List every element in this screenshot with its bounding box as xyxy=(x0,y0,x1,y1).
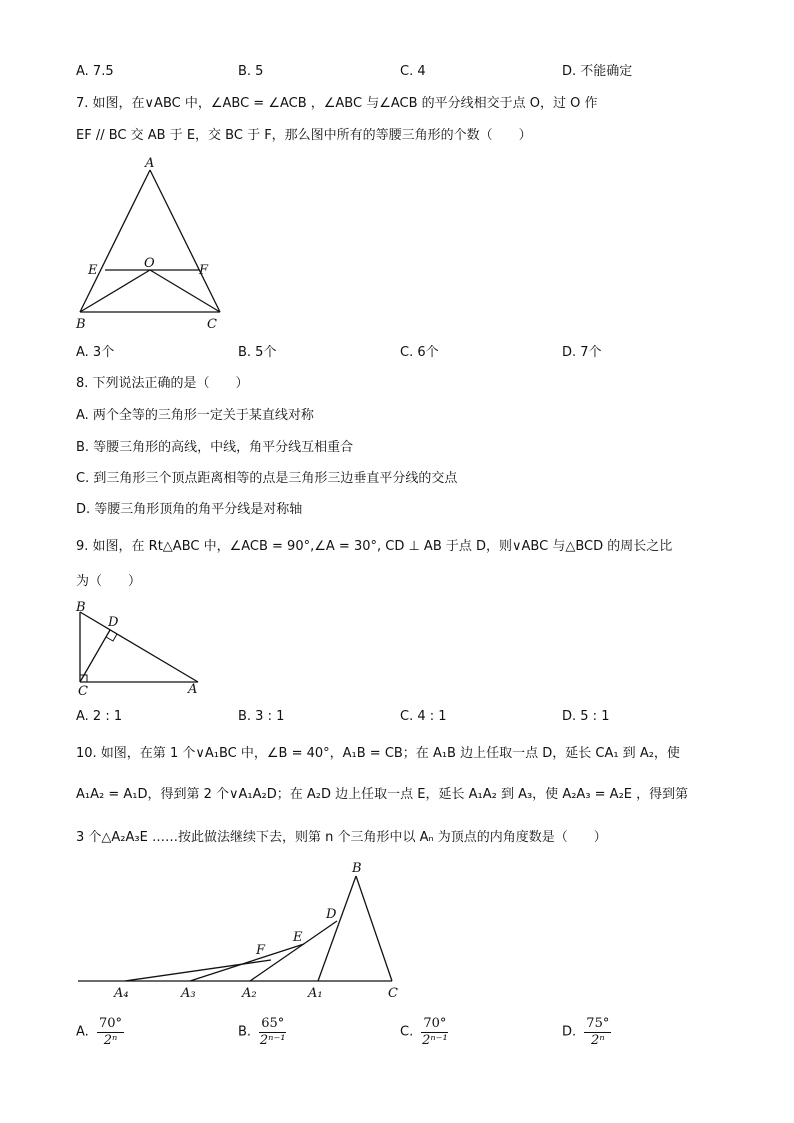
q9-label-d: D xyxy=(108,615,119,630)
q7-label-e: E xyxy=(88,263,98,278)
q10-label-d: D xyxy=(326,907,337,922)
q10-stem-line1: 10. 如图，在第 1 个∨A₁BC 中，∠B = 40°，A₁B = CB；在 A₁B 边上任取一点 D，延长 CA₁ 到 A₂，使 xyxy=(76,746,680,761)
q10-label-a3: A₃ xyxy=(181,986,196,1001)
q7-option-a: A. 3个 xyxy=(76,345,115,360)
q10-option-b xyxy=(238,1016,286,1049)
q9-label-b: B xyxy=(76,600,86,615)
q10-label-b: B xyxy=(352,861,362,876)
q7-option-d: D. 7个 xyxy=(562,345,602,360)
q9-label-a: A xyxy=(188,682,198,697)
q9-option-a: A. 2 : 1 xyxy=(76,709,123,724)
q8-option-c: C. 到三角形三个顶点距离相等的点是三角形三边垂直平分线的交点 xyxy=(76,471,458,486)
q8-stem: 8. 下列说法正确的是（ ） xyxy=(76,376,249,391)
q10-option-d-label: D. xyxy=(562,1024,577,1040)
q10-option-a xyxy=(76,1016,124,1049)
q7-option-c: C. 6个 xyxy=(400,345,439,360)
q10-figure xyxy=(70,858,410,1004)
q7-stem-line2: EF // BC 交 AB 于 E，交 BC 于 F，那么图中所有的等腰三角形的个数（ ） xyxy=(76,128,532,143)
q10-option-a-denominator: 2ⁿ xyxy=(103,1033,118,1048)
q7-label-b: B xyxy=(76,317,86,332)
q7-label-f: F xyxy=(199,263,209,278)
q10-option-b-fraction xyxy=(259,1016,286,1049)
q10-option-c-label: C. xyxy=(400,1024,414,1040)
q9-stem-line1: 9. 如图，在 Rt△ABC 中，∠ACB = 90°,∠A = 30°, CD ⊥ AB 于点 D，则∨ABC 与△BCD 的周长之比 xyxy=(76,539,673,554)
q10-option-b-numerator: 65° xyxy=(261,1016,285,1031)
q10-label-a4: A₄ xyxy=(114,986,129,1001)
q10-option-c-numerator: 70° xyxy=(423,1016,447,1031)
q10-label-e: E xyxy=(293,930,303,945)
q10-option-d xyxy=(562,1016,611,1049)
q10-option-d-numerator: 75° xyxy=(586,1016,610,1031)
q10-option-b-denominator: 2ⁿ⁻¹ xyxy=(259,1033,286,1048)
q10-label-f: F xyxy=(256,943,266,958)
q10-label-c: C xyxy=(388,986,398,1001)
q10-option-a-label: A. xyxy=(76,1024,89,1040)
q10-option-a-fraction xyxy=(97,1016,124,1049)
q7-label-c: C xyxy=(207,317,217,332)
q10-option-a-numerator: 70° xyxy=(98,1016,122,1031)
q9-figure xyxy=(70,596,210,698)
q7-option-b: B. 5个 xyxy=(238,345,277,360)
q8-option-b: B. 等腰三角形的高线，中线，角平分线互相重合 xyxy=(76,440,354,455)
q10-option-b-label: B. xyxy=(238,1024,252,1040)
q10-label-a2: A₂ xyxy=(242,986,257,1001)
q9-option-b: B. 3 : 1 xyxy=(238,709,285,724)
q9-option-d: D. 5 : 1 xyxy=(562,709,610,724)
q10-option-d-fraction xyxy=(584,1016,611,1049)
q7-label-o: O xyxy=(144,256,155,271)
q10-option-c-denominator: 2ⁿ⁻¹ xyxy=(422,1033,448,1048)
q6-option-a: A. 7.5 xyxy=(76,64,114,79)
q10-option-d-denominator: 2ⁿ xyxy=(591,1033,605,1048)
q9-label-c: C xyxy=(78,684,88,698)
q7-options xyxy=(76,344,716,364)
q7-figure xyxy=(70,152,230,334)
q10-option-c-fraction xyxy=(421,1016,448,1049)
q6-option-b: B. 5 xyxy=(238,64,264,79)
q6-option-c: C. 4 xyxy=(400,64,426,79)
q8-option-a: A. 两个全等的三角形一定关于某直线对称 xyxy=(76,408,314,423)
q10-label-a1: A₁ xyxy=(308,986,323,1001)
q6-options xyxy=(76,63,716,83)
q9-options xyxy=(76,708,716,728)
q9-option-c: C. 4 : 1 xyxy=(400,709,447,724)
q9-stem-line2: 为（ ） xyxy=(76,574,142,589)
q6-option-d: D. 不能确定 xyxy=(562,64,633,79)
q10-options xyxy=(76,1016,716,1056)
q8-option-d: D. 等腰三角形顶角的角平分线是对称轴 xyxy=(76,502,303,517)
q7-label-a: A xyxy=(145,156,155,171)
q7-stem-line1: 7. 如图，在∨ABC 中，∠ABC = ∠ACB ，∠ABC 与∠ACB 的平分线相交于点 O，过 O 作 xyxy=(76,96,598,111)
q10-stem-line2: A₁A₂ = A₁D，得到第 2 个∨A₁A₂D；在 A₂D 边上任取一点 E，延长 A₁A₂ 到 A₃，使 A₂A₃ = A₂E ，得到第 xyxy=(76,787,689,802)
q10-option-c xyxy=(400,1016,448,1049)
q10-stem-line3: 3 个△A₂A₃E ……按此做法继续下去，则第 n 个三角形中以 Aₙ 为顶点的内角度数是（ ） xyxy=(76,830,607,845)
